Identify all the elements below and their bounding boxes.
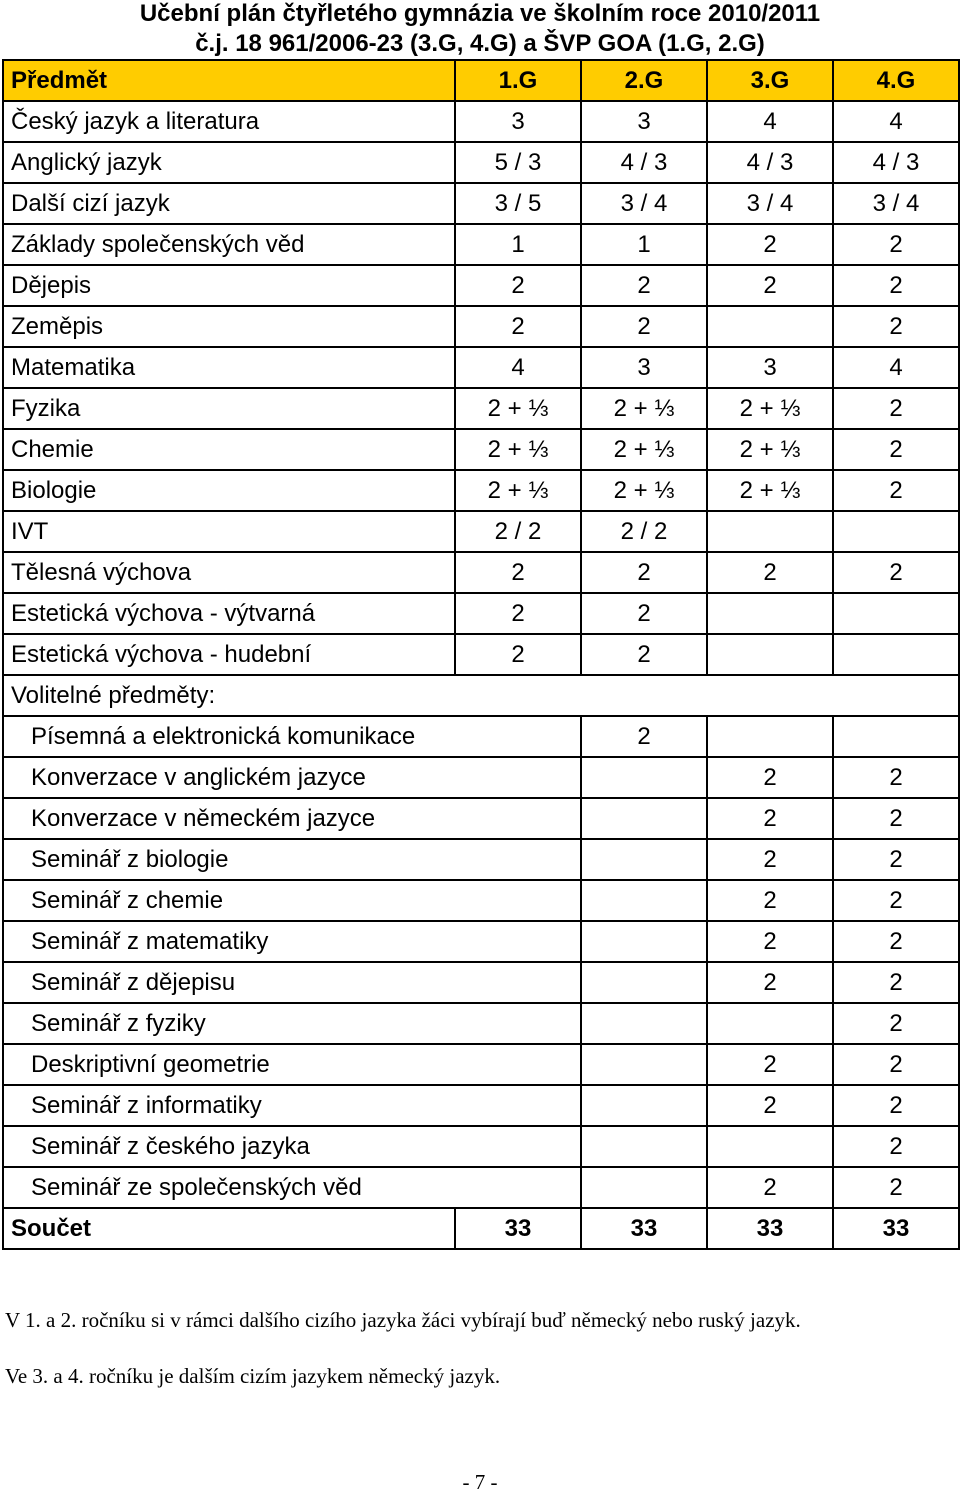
- hours-cell: 2: [581, 593, 707, 634]
- hours-cell: [707, 1126, 833, 1167]
- table-row: [3, 347, 959, 388]
- subject-name: Dějepis: [3, 265, 455, 306]
- hours-cell: 2: [455, 634, 581, 675]
- subject-name: Biologie: [3, 470, 455, 511]
- subject-name: Český jazyk a literatura: [3, 101, 455, 142]
- table-row: [3, 634, 959, 675]
- hours-cell: 2 + ⅓: [581, 429, 707, 470]
- hours-cell: 2: [455, 552, 581, 593]
- elective-row: [3, 1126, 959, 1167]
- hours-cell: 2: [833, 470, 959, 511]
- table-row: [3, 142, 959, 183]
- elective-name: Seminář z informatiky: [3, 1085, 581, 1126]
- elective-row: [3, 716, 959, 757]
- hours-cell: 2: [581, 265, 707, 306]
- total-cell: 33: [707, 1208, 833, 1249]
- elective-row: [3, 880, 959, 921]
- hours-cell: 2: [455, 306, 581, 347]
- elective-row: [3, 1085, 959, 1126]
- hours-cell: 2: [707, 1085, 833, 1126]
- hours-cell: 2: [581, 716, 707, 757]
- hours-cell: 2: [707, 962, 833, 1003]
- hours-cell: 2 + ⅓: [455, 429, 581, 470]
- elective-name: Seminář z dějepisu: [3, 962, 581, 1003]
- header-3g: 3.G: [707, 60, 833, 101]
- hours-cell: 2: [833, 552, 959, 593]
- total-row: [3, 1208, 959, 1249]
- hours-cell: 2 + ⅓: [707, 429, 833, 470]
- table-row: [3, 429, 959, 470]
- hours-cell: 3: [455, 101, 581, 142]
- subject-name: Zeměpis: [3, 306, 455, 347]
- hours-cell: 2: [833, 798, 959, 839]
- hours-cell: [581, 1044, 707, 1085]
- total-cell: 33: [833, 1208, 959, 1249]
- hours-cell: [707, 511, 833, 552]
- page-number: - 7 -: [462, 1470, 498, 1494]
- hours-cell: 2: [833, 1167, 959, 1208]
- table-row: [3, 470, 959, 511]
- hours-cell: 4: [833, 347, 959, 388]
- hours-cell: 2: [833, 1003, 959, 1044]
- hours-cell: 2: [833, 921, 959, 962]
- elective-row: [3, 798, 959, 839]
- hours-cell: 2: [707, 1167, 833, 1208]
- hours-cell: [581, 1003, 707, 1044]
- subject-name: Další cizí jazyk: [3, 183, 455, 224]
- hours-cell: 2: [707, 265, 833, 306]
- electives-label: Volitelné předměty:: [3, 675, 959, 716]
- hours-cell: [833, 511, 959, 552]
- elective-row: [3, 1003, 959, 1044]
- hours-cell: 2: [833, 388, 959, 429]
- hours-cell: [707, 634, 833, 675]
- hours-cell: [833, 634, 959, 675]
- hours-cell: 2: [707, 1044, 833, 1085]
- elective-name: Seminář z českého jazyka: [3, 1126, 581, 1167]
- subject-name: Anglický jazyk: [3, 142, 455, 183]
- hours-cell: 2: [707, 921, 833, 962]
- hours-cell: 3: [707, 347, 833, 388]
- hours-cell: 2 + ⅓: [455, 470, 581, 511]
- document-reference: č.j. 18 961/2006-23 (3.G, 4.G) a ŠVP GOA (1.G, 2.G): [195, 30, 765, 57]
- hours-cell: 3 / 4: [833, 183, 959, 224]
- header-1g: 1.G: [455, 60, 581, 101]
- table-row: [3, 388, 959, 429]
- hours-cell: 2 + ⅓: [455, 388, 581, 429]
- subject-name: Estetická výchova - výtvarná: [3, 593, 455, 634]
- hours-cell: 4 / 3: [833, 142, 959, 183]
- elective-row: [3, 839, 959, 880]
- hours-cell: 2: [581, 552, 707, 593]
- hours-cell: 2: [581, 306, 707, 347]
- elective-name: Seminář z fyziky: [3, 1003, 581, 1044]
- table-row: [3, 511, 959, 552]
- hours-cell: 2: [581, 634, 707, 675]
- hours-cell: 2: [833, 880, 959, 921]
- elective-row: [3, 1044, 959, 1085]
- table-row: [3, 265, 959, 306]
- hours-cell: 3 / 5: [455, 183, 581, 224]
- hours-cell: [707, 716, 833, 757]
- subject-name: Chemie: [3, 429, 455, 470]
- hours-cell: [581, 880, 707, 921]
- hours-cell: 4: [833, 101, 959, 142]
- hours-cell: 2: [707, 224, 833, 265]
- elective-name: Seminář z matematiky: [3, 921, 581, 962]
- table-row: [3, 552, 959, 593]
- elective-name: Seminář z biologie: [3, 839, 581, 880]
- elective-name: Seminář z chemie: [3, 880, 581, 921]
- hours-cell: 2: [833, 1044, 959, 1085]
- elective-name: Konverzace v anglickém jazyce: [3, 757, 581, 798]
- hours-cell: [581, 798, 707, 839]
- hours-cell: 2: [833, 306, 959, 347]
- elective-row: [3, 962, 959, 1003]
- hours-cell: [581, 757, 707, 798]
- hours-cell: 2: [455, 265, 581, 306]
- hours-cell: 2: [707, 552, 833, 593]
- hours-cell: [581, 1126, 707, 1167]
- elective-row: [3, 757, 959, 798]
- hours-cell: 2: [833, 1085, 959, 1126]
- hours-cell: 1: [581, 224, 707, 265]
- hours-cell: 2 + ⅓: [581, 470, 707, 511]
- footnote-german: Ve 3. a 4. ročníku je dalším cizím jazykem německý jazyk.: [5, 1364, 501, 1388]
- hours-cell: [833, 593, 959, 634]
- hours-cell: 2: [707, 839, 833, 880]
- total-cell: 33: [581, 1208, 707, 1249]
- table-row: [3, 593, 959, 634]
- hours-cell: 2: [455, 593, 581, 634]
- hours-cell: 2: [707, 880, 833, 921]
- hours-cell: 3 / 4: [707, 183, 833, 224]
- hours-cell: 2: [707, 798, 833, 839]
- hours-cell: [581, 921, 707, 962]
- hours-cell: 2 + ⅓: [581, 388, 707, 429]
- hours-cell: 4: [455, 347, 581, 388]
- hours-cell: [707, 593, 833, 634]
- hours-cell: 2: [833, 962, 959, 1003]
- document-title: Učební plán čtyřletého gymnázia ve školním roce 2010/2011: [139, 0, 821, 27]
- hours-cell: [833, 716, 959, 757]
- hours-cell: 1: [455, 224, 581, 265]
- hours-cell: 2 / 2: [581, 511, 707, 552]
- subject-name: Fyzika: [3, 388, 455, 429]
- header-subject: Předmět: [3, 60, 455, 101]
- total-cell: 33: [455, 1208, 581, 1249]
- elective-name: Seminář ze společenských věd: [3, 1167, 581, 1208]
- hours-cell: 4 / 3: [581, 142, 707, 183]
- table-row: [3, 306, 959, 347]
- elective-name: Deskriptivní geometrie: [3, 1044, 581, 1085]
- table-row: [3, 183, 959, 224]
- table-header-row: [3, 60, 959, 101]
- table-row: [3, 224, 959, 265]
- subject-name: Matematika: [3, 347, 455, 388]
- hours-cell: 4: [707, 101, 833, 142]
- hours-cell: 2: [833, 757, 959, 798]
- hours-cell: 2: [833, 265, 959, 306]
- electives-label-row: [3, 675, 959, 716]
- hours-cell: 2: [833, 224, 959, 265]
- hours-cell: 2 + ⅓: [707, 388, 833, 429]
- subject-name: IVT: [3, 511, 455, 552]
- hours-cell: 2: [833, 839, 959, 880]
- subject-name: Estetická výchova - hudební: [3, 634, 455, 675]
- subject-name: Základy společenských věd: [3, 224, 455, 265]
- hours-cell: 2: [707, 757, 833, 798]
- hours-cell: 2 / 2: [455, 511, 581, 552]
- elective-row: [3, 1167, 959, 1208]
- hours-cell: 5 / 3: [455, 142, 581, 183]
- elective-name: Písemná a elektronická komunikace: [3, 716, 581, 757]
- hours-cell: 3: [581, 101, 707, 142]
- hours-cell: [581, 1167, 707, 1208]
- total-label: Součet: [3, 1208, 455, 1249]
- hours-cell: 3: [581, 347, 707, 388]
- curriculum-table: [2, 59, 960, 1250]
- hours-cell: 3 / 4: [581, 183, 707, 224]
- elective-name: Konverzace v německém jazyce: [3, 798, 581, 839]
- subject-name: Tělesná výchova: [3, 552, 455, 593]
- footnote-language-choice: V 1. a 2. ročníku si v rámci dalšího cizího jazyka žáci vybírají buď německý nebo ruský jazyk.: [5, 1308, 801, 1332]
- hours-cell: 2 + ⅓: [707, 470, 833, 511]
- hours-cell: 4 / 3: [707, 142, 833, 183]
- header-4g: 4.G: [833, 60, 959, 101]
- hours-cell: [707, 1003, 833, 1044]
- hours-cell: [581, 1085, 707, 1126]
- hours-cell: [581, 839, 707, 880]
- hours-cell: 2: [833, 429, 959, 470]
- hours-cell: [581, 962, 707, 1003]
- table-row: [3, 101, 959, 142]
- hours-cell: [707, 306, 833, 347]
- header-2g: 2.G: [581, 60, 707, 101]
- elective-row: [3, 921, 959, 962]
- hours-cell: 2: [833, 1126, 959, 1167]
